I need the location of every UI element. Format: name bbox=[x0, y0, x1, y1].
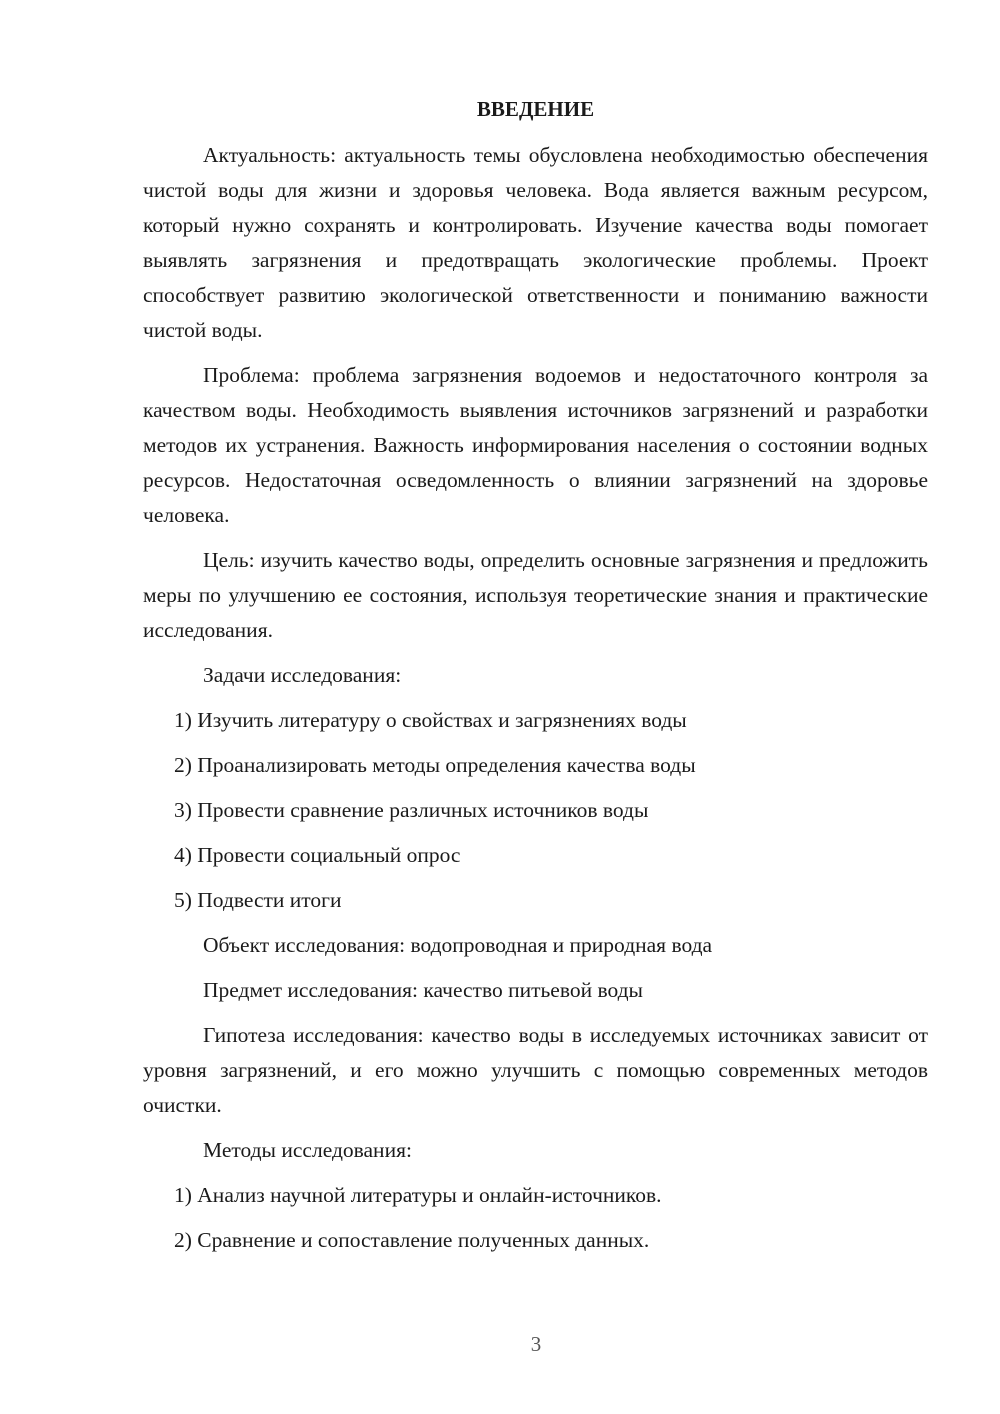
goal-paragraph: Цель: изучить качество воды, определить основные загрязнения и предложить меры по улучшению ее состояния, используя теоретические знания и практические исследования. bbox=[143, 548, 928, 642]
method-item: 2) Сравнение и сопоставление полученных данных. bbox=[174, 1228, 650, 1252]
subject-line: Предмет исследования: качество питьевой воды bbox=[203, 978, 643, 1002]
task-item: 5) Подвести итоги bbox=[174, 888, 342, 912]
page-title: ВВЕДЕНИЕ bbox=[476, 97, 595, 121]
relevance-paragraph: Актуальность: актуальность темы обусловлена необходимостью обеспечения чистой воды для жизни и здоровья человека. Вода является важным ресурсом, который нужно сохранять и контролировать. Изучение качества воды помогает выявлять загрязнения и предотвращать экологические проблемы. Проект способствует развитию экологической ответственности и пониманию важности чистой воды. bbox=[143, 143, 928, 342]
document-page bbox=[143, 94, 928, 1268]
methods-heading: Методы исследования: bbox=[203, 1138, 412, 1162]
task-item: 1) Изучить литературу о свойствах и загрязнениях воды bbox=[174, 708, 687, 732]
task-item: 3) Провести сравнение различных источников воды bbox=[174, 798, 649, 822]
task-item: 2) Проанализировать методы определения качества воды bbox=[174, 753, 696, 777]
tasks-heading: Задачи исследования: bbox=[203, 663, 402, 687]
hypothesis-paragraph: Гипотеза исследования: качество воды в исследуемых источниках зависит от уровня загрязнений, и его можно улучшить с помощью современных методов очистки. bbox=[143, 1023, 928, 1117]
task-item: 4) Провести социальный опрос bbox=[174, 843, 461, 867]
method-item: 1) Анализ научной литературы и онлайн-источников. bbox=[174, 1183, 662, 1207]
problem-paragraph: Проблема: проблема загрязнения водоемов и недостаточного контроля за качеством воды. Необходимость выявления источников загрязнений и разработки методов их устранения. Важность информирования населения о состоянии водных ресурсов. Недостаточная осведомленность о влиянии загрязнений на здоровье человека. bbox=[143, 363, 928, 527]
object-line: Объект исследования: водопроводная и природная вода bbox=[203, 933, 713, 957]
page-number: 3 bbox=[530, 1332, 542, 1356]
